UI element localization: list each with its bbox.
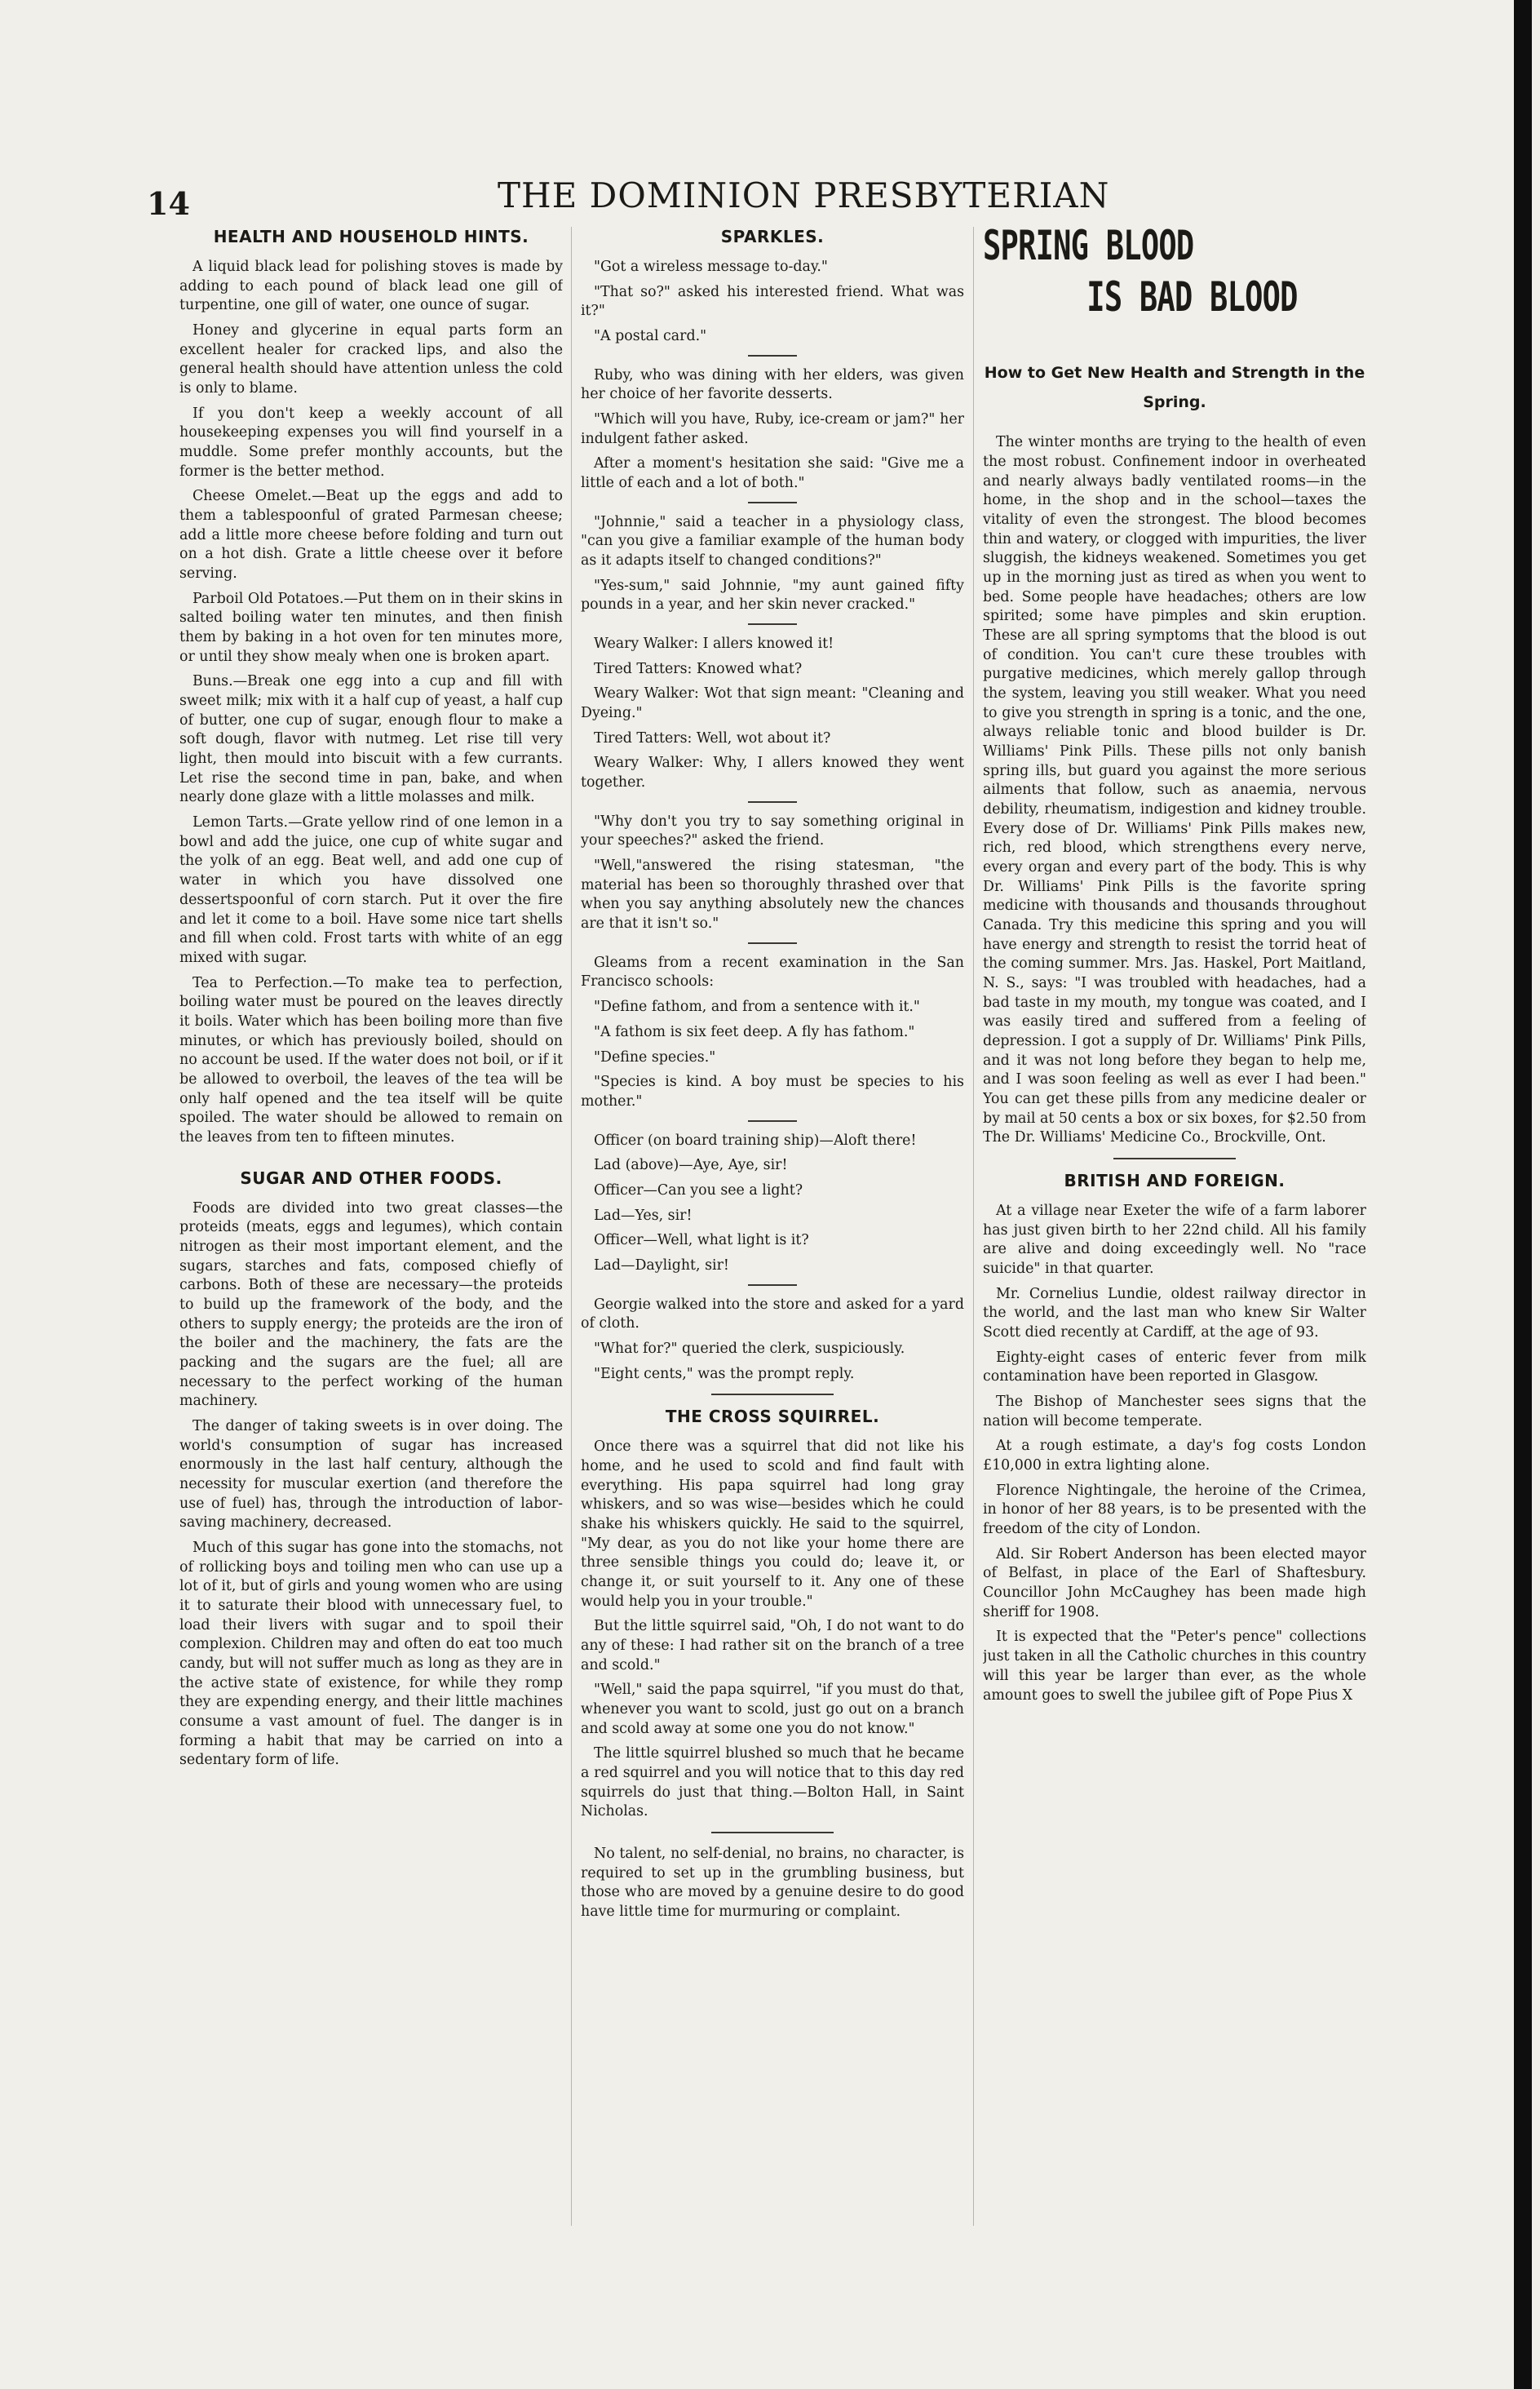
joke-line: "Well,"answered the rising statesman, "the material has been so thoroughly thrashed over that when you say anything absolutely new the chances are that it isn't so." bbox=[581, 858, 964, 933]
article-paragraph: The little squirrel blushed so much that he became a red squirrel and you will notice that to this day red squirrels do just that thing.—Bolton Hall, in Saint Nicholas. bbox=[581, 1745, 964, 1820]
column-sparkles-squirrel bbox=[581, 227, 964, 2234]
joke-divider bbox=[748, 355, 797, 357]
column-rule bbox=[571, 227, 572, 2226]
joke-line: "Johnnie," said a teacher in a physiology class, "can you give a familiar example of the human body as it adapts itself to changed conditions?" bbox=[581, 513, 964, 570]
joke-line: Tired Tatters: Well, wot about it? bbox=[594, 729, 831, 747]
section-title-british-foreign: BRITISH AND FOREIGN. bbox=[1064, 1171, 1286, 1191]
news-item: Eighty-eight cases of enteric fever from milk contamination have been reported in Glasgow. bbox=[983, 1349, 1366, 1385]
talent-paragraph: No talent, no self-denial, no brains, no character, is required to set up in the grumbling business, but those who are moved by a genuine desire to do good have little time for murmuring or complaint. bbox=[581, 1846, 964, 1921]
news-item: Florence Nightingale, the heroine of the Crimea, in honor of her 88 years, is to be presented with the freedom of the city of London. bbox=[983, 1482, 1366, 1538]
sugar-foods-body bbox=[179, 1199, 563, 1771]
sparkle-joke bbox=[581, 1296, 964, 1385]
article-paragraph: Parboil Old Potatoes.—Put them on in their skins in salted boiling water ten minutes, and then finish them by baking in a hot oven for ten minutes more, or until they show mealy when one is broken apart. bbox=[179, 590, 563, 665]
sparkles-body bbox=[581, 258, 964, 1384]
headline-bad-blood: IS BAD BLOOD bbox=[1086, 273, 1298, 321]
headline-spring-blood: SPRING BLOOD bbox=[983, 222, 1194, 269]
news-item: Ald. Sir Robert Anderson has been elected mayor of Belfast, in place of the Earl of Shaftesbury. Councillor John McCaughey has been made high sheriff for 1908. bbox=[983, 1545, 1366, 1620]
section-divider bbox=[711, 1832, 834, 1833]
joke-divider bbox=[748, 623, 797, 625]
sparkle-joke bbox=[581, 258, 964, 347]
joke-line: Ruby, who was dining with her elders, was given her choice of her favorite desserts. bbox=[581, 366, 964, 403]
article-paragraph: Foods are divided into two great classes—the proteids (meats, eggs and legumes), which contain nitrogen as their most important element, and the sugars, starches and fats, composed chiefly of carbons. Both of these are necessary—the proteids to build up the framework of the body, and the others to supply energy; the proteids are the iron of the boiler and the machinery, the fats are the packing and the sugars are the fuel; all are necessary to the perfect working of the human machinery. bbox=[179, 1199, 563, 1410]
sparkle-joke bbox=[581, 513, 964, 615]
article-paragraph: Honey and glycerine in equal parts form an excellent healer for cracked lips, and also the general health should have attention unless the cold is only to blame. bbox=[179, 322, 563, 397]
section-divider bbox=[1113, 1158, 1236, 1159]
news-item: The Bishop of Manchester sees signs that the nation will become temperate. bbox=[983, 1394, 1366, 1429]
sparkle-joke bbox=[581, 635, 964, 793]
joke-line: "Species is kind. A boy must be species to his mother." bbox=[581, 1074, 964, 1110]
joke-line: "Yes-sum," said Johnnie, "my aunt gained fifty pounds in a year, and her skin never cracked." bbox=[581, 577, 964, 614]
sparkle-joke bbox=[581, 366, 964, 494]
joke-line: "What for?" queried the clerk, suspiciously. bbox=[594, 1340, 905, 1357]
joke-divider bbox=[748, 942, 797, 944]
joke-line: "Eight cents," was the prompt reply. bbox=[594, 1365, 855, 1382]
article-paragraph: If you don't keep a weekly account of all housekeeping expenses you will find yourself in a muddle. Some prefer monthly accounts, but the former is the better method. bbox=[179, 405, 563, 480]
journal-title: THE DOMINION PRESBYTERIAN bbox=[498, 175, 1110, 215]
joke-line: "Why don't you try to say something original in your speeches?" asked the friend. bbox=[581, 813, 964, 849]
article-paragraph: The danger of taking sweets is in over doing. The world's consumption of sugar has increased enormously in the last half century, although the necessity for muscular exertion (and therefore the use of fuel) has, through the introduction of labor-saving machinery, decreased. bbox=[179, 1417, 563, 1531]
joke-divider bbox=[748, 502, 797, 503]
joke-line: Lad—Daylight, sir! bbox=[594, 1257, 729, 1274]
article-paragraph: The winter months are trying to the health of even the most robust. Confinement indoor in overheated and nearly always badly ventilated rooms—in the home, in the shop and in the school—taxes the vitality of even the strongest. The blood becomes thin and watery, or clogged with impurities, the liver sluggish, the kidneys weakened. Sometimes you get up in the morning just as tired as when you went to bed. Some people have headaches; others are low spirited; some have pimples and skin eruption. These are all spring symptoms that the blood is out of condition. You can't cure these troubles with purgative medicines, which merely gallop through the system, leaving you still weaker. What you need to give you strength in spring is a tonic, and the one, always reliable tonic and blood builder is Dr. Williams' Pink Pills. These pills not only banish spring ills, but guard you against the more serious ailments that follow, such as anaemia, nervous debility, rheumatism, indigestion and kidney trouble. Every dose of Dr. Williams' Pink Pills makes new, rich, red blood, which strengthens every nerve, every organ and every part of the body. This is why Dr. Williams' Pink Pills is the favorite spring medicine with thousands and thousands throughout Canada. Try this medicine this spring and you will have energy and strength to resist the torrid heat of the coming summer. Mrs. Jas. Haskel, Port Maitland, N. S., says: "I was troubled with headaches, had a bad taste in my mouth, my tongue was coated, and I was easily tired and suffered from a feeling of depression. I got a supply of Dr. Williams' Pink Pills, and it was not long before they began to help me, and I was soon feeling as well as ever I had been." You can get these pills from any medicine dealer or by mail at 50 cents a box or six boxes, for $2.50 from The Dr. Williams' Medicine Co., Brockville, Ont. bbox=[983, 434, 1366, 1146]
joke-line: Weary Walker: Why, I allers knowed they went together. bbox=[581, 755, 964, 791]
news-item: At a village near Exeter the wife of a farm laborer has just given birth to her 22nd child. All his family are alive and doing exceedingly well. No "race suicide" in that quarter. bbox=[983, 1203, 1366, 1278]
joke-line: "A fathom is six feet deep. A fly has fathom." bbox=[594, 1023, 915, 1040]
joke-line: Weary Walker: Wot that sign meant: "Cleaning and Dyeing." bbox=[581, 685, 964, 722]
article-paragraph: Buns.—Break one egg into a cup and fill with sweet milk; mix with it a half cup of yeast, a half cup of butter, one cup of sugar, enough flour to make a soft dough, flavor with nutmeg. Let rise till very light, then mould into biscuit with a few currants. Let rise the second time in pan, bake, and when nearly done glaze with a little molasses and milk. bbox=[179, 673, 563, 806]
article-paragraph: Tea to Perfection.—To make tea to perfection, boiling water must be poured on the leaves directly it boils. Water which has been boiling more than five minutes, or which has previously boiled, should on no account be used. If the water does not boil, or if it be allowed to overboil, the leaves of the tea will be only half opened and the tea itself will be quite spoiled. The water should be allowed to remain on the leaves from ten to fifteen minutes. bbox=[179, 974, 563, 1146]
joke-line: "Got a wireless message to-day." bbox=[594, 259, 828, 275]
joke-line: Officer—Can you see a light? bbox=[594, 1181, 803, 1199]
article-paragraph: Cheese Omelet.—Beat up the eggs and add to them a tablespoonful of grated Parmesan cheese; add a little more cheese before folding and turn out on a hot dish. Grate a little cheese over it before serving. bbox=[179, 488, 563, 583]
article-paragraph: "Well," said the papa squirrel, "if you must do that, whenever you want to scold, just go out on a branch and scold away at some one you do not know." bbox=[581, 1682, 964, 1737]
column-rule bbox=[973, 227, 974, 2226]
joke-line: Officer (on board training ship)—Aloft there! bbox=[594, 1132, 917, 1149]
joke-line: "Which will you have, Ruby, ice-cream or jam?" her indulgent father asked. bbox=[581, 411, 964, 447]
joke-divider bbox=[748, 1284, 797, 1286]
article-paragraph: Once there was a squirrel that did not like his home, and he used to scold and find fault with everything. His papa squirrel had long gray whiskers, and so was wise—besides which he could shake his whiskers quickly. He said to the squirrel, "My dear, as you do not like your home there are three sensible things you could do; leave it, or change it, or suit yourself to it. Any one of these would help you in your trouble." bbox=[581, 1438, 964, 1610]
joke-line: "Define fathom, and from a sentence with it." bbox=[594, 999, 920, 1016]
joke-line: Lad—Yes, sir! bbox=[594, 1207, 693, 1224]
joke-divider bbox=[748, 801, 797, 803]
section-title-sugar-foods: SUGAR AND OTHER FOODS. bbox=[240, 1168, 502, 1188]
joke-line: Weary Walker: I allers knowed it! bbox=[594, 636, 834, 653]
subheadline-new-health: How to Get New Health and Strength in the Spring. bbox=[984, 364, 1365, 412]
page-number: 14 bbox=[147, 185, 190, 222]
article-paragraph: A liquid black lead for polishing stoves is made by adding to each pound of black lead one gill of turpentine, one gill of water, one ounce of sugar. bbox=[179, 259, 563, 314]
article-paragraph: Much of this sugar has gone into the stomachs, not of rollicking boys and toiling men who can use up a lot of it, but of girls and young women who are using it to saturate their blood with unnecessary fuel, to load their livers with sugar and to spoil their complexion. Children may and often do eat too much candy, but will not suffer much as long as they are in the active state of existence, for while they romp they are expending energy, and their little machines consume a vast amount of fuel. The danger is in forming a habit that may be carried on into a sedentary form of life. bbox=[179, 1539, 563, 1769]
section-title-health-hints: HEALTH AND HOUSEHOLD HINTS. bbox=[213, 227, 529, 246]
sparkle-joke bbox=[581, 1132, 964, 1276]
section-title-sparkles: SPARKLES. bbox=[720, 227, 825, 246]
joke-line: "A postal card." bbox=[594, 328, 707, 345]
joke-line: Officer—Well, what light is it? bbox=[594, 1232, 809, 1249]
news-item: At a rough estimate, a day's fog costs London £10,000 in extra lighting alone. bbox=[983, 1438, 1366, 1474]
column-spring-blood-british bbox=[983, 220, 1366, 2244]
article-paragraph: But the little squirrel said, "Oh, I do not want to do any of these: I had rather sit on the branch of a tree and scold." bbox=[581, 1618, 964, 1673]
section-title-cross-squirrel: THE CROSS SQUIRREL. bbox=[665, 1407, 880, 1427]
joke-line: Georgie walked into the store and asked for a yard of cloth. bbox=[581, 1296, 964, 1332]
spring-blood-body bbox=[983, 433, 1366, 1148]
news-item: It is expected that the "Peter's pence" collections just taken in all the Catholic churches in this country will this year be larger than ever, as the whole amount goes to swell the jubilee gift of Pope Pius X bbox=[983, 1629, 1366, 1704]
news-item: Mr. Cornelius Lundie, oldest railway director in the world, and the last man who knew Sir Walter Scott died recently at Cardiff, at the age of 93. bbox=[983, 1285, 1366, 1341]
joke-line: Tired Tatters: Knowed what? bbox=[594, 660, 803, 677]
joke-line: "That so?" asked his interested friend. What was it?" bbox=[581, 283, 964, 320]
british-foreign-body bbox=[983, 1202, 1366, 1705]
sparkle-joke bbox=[581, 954, 964, 1112]
joke-line: After a moment's hesitation she said: "Give me a little of each and a lot of both." bbox=[581, 455, 964, 492]
joke-line: Gleams from a recent examination in the San Francisco schools: bbox=[581, 954, 964, 991]
joke-line: "Define species." bbox=[594, 1048, 716, 1066]
sparkle-joke bbox=[581, 813, 964, 934]
cross-squirrel-body bbox=[581, 1438, 964, 1822]
article-paragraph: Lemon Tarts.—Grate yellow rind of one lemon in a bowl and add the juice, one cup of white sugar and the yolk of an egg. Beat well, and add one cup of water in which you have dissolved one dessertspoonful of corn starch. Put it over the fire and let it come to a boil. Have some nice tart shells and fill when cold. Frost tarts with white of an egg mixed with sugar. bbox=[179, 814, 563, 966]
section-divider bbox=[711, 1394, 834, 1395]
joke-divider bbox=[748, 1120, 797, 1122]
page-header bbox=[147, 167, 1110, 222]
column-health-sugar bbox=[179, 227, 563, 2234]
page-edge-border bbox=[1514, 0, 1532, 2389]
joke-line: Lad (above)—Aye, Aye, sir! bbox=[594, 1157, 788, 1174]
health-hints-body bbox=[179, 258, 563, 1148]
